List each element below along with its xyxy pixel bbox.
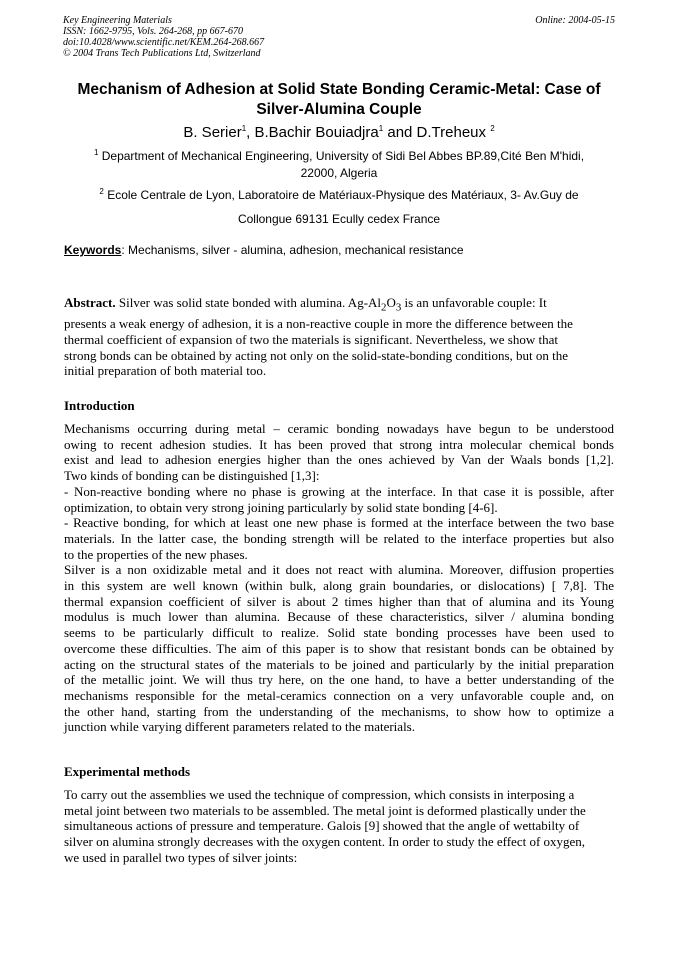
doi-line: doi:10.4028/www.scientific.net/KEM.264-268.667 (63, 37, 265, 48)
section-heading-experimental-methods: Experimental methods (64, 764, 191, 779)
paragraph-line: simultaneous actions of pressure and temperature. Galois [9] showed that the angle of wettabilty of (64, 818, 580, 834)
paragraph-line: Two kinds of bonding can be distinguished [1,3]: (64, 468, 320, 484)
author-2-affiliation-mark: 1 (378, 124, 384, 133)
title-line-2: Silver-Alumina Couple (256, 101, 422, 118)
author-1: B. Serier (183, 124, 242, 141)
author-3: and D.Treheux (383, 124, 491, 141)
author-1-affiliation-mark: 1 (241, 124, 247, 133)
subscript: 3 (395, 301, 402, 314)
affiliation-2-line-2: Collongue 69131 Ecully cedex France (237, 212, 441, 226)
affiliation-2-line-1: Ecole Centrale de Lyon, Laboratoire de Matériaux-Physique des Matériaux, 3- Av.Guy de (103, 188, 579, 202)
keywords-label: Keywords (64, 243, 122, 257)
paragraph-line: Mechanisms occurring during metal – ceramic bonding nowadays have begun to be understood (64, 421, 614, 436)
subscript: 2 (381, 301, 387, 314)
affiliation-1-mark: 1 (93, 148, 99, 157)
paragraph-line: to the properties of the new phases. (64, 546, 248, 562)
affiliation-2-mark: 2 (99, 187, 104, 196)
paragraph-line: acting on the structural states of the materials to be joined and particularly by the initial preparation (64, 656, 614, 672)
paragraph-line: mechanisms responsible for the metal-ceramics connection on a very unfavorable couple and, on (64, 687, 614, 703)
abstract-text: O (386, 295, 396, 310)
paragraph-line: - Reactive bonding, for which at least one new phase is formed at the interface between the two base (64, 515, 614, 531)
journal-name: Key Engineering Materials (63, 15, 172, 26)
paragraph-line: of the metallic joint. We will thus try here, on the one hand, to have a better understanding of the (64, 672, 614, 688)
author-2: , B.Bachir Bouiadjra (246, 124, 379, 141)
paragraph-line: seems to be particularly difficult to realize. Solid state bonding processes have been used to (64, 625, 614, 641)
paragraph-line: owing to recent adhesion studies. It has been proved that strong intra molecular chemical bonds (64, 436, 614, 452)
abstract-line (64, 295, 614, 316)
abstract (64, 295, 614, 379)
paragraph-line: the other hand, starting from the understanding of the mechanisms, to show how to optimize a (64, 703, 614, 719)
paragraph-line: optimization, to obtain very strong joining particularly by solid state bonding [4-6]. (64, 499, 498, 515)
paragraph-line: thermal expansion coefficient of silver is about 2 times higher than that of alumina and its Young (64, 593, 614, 609)
abstract-label: Abstract. (64, 295, 116, 310)
paragraph-line: modulus is much lower than alumina. Because of these characteristics, silver / alumina bonding (64, 609, 614, 625)
abstract-text: is an unfavorable couple: It (401, 295, 547, 310)
paragraph-line: overcome these difficulties. The aim of this paper is to show that resistant bonds can be obtained by (64, 640, 614, 656)
paper-title (50, 80, 628, 120)
online-date: Online: 2004-05-15 (535, 15, 615, 26)
author-3-affiliation-mark: 2 (490, 124, 495, 133)
author-list (50, 123, 628, 143)
abstract-line: strong bonds can be obtained by acting not only on the solid-state-bonding conditions, but on the (64, 347, 569, 363)
paragraph-line: materials. In the latter case, the bonding strength will be related to the interface properties but also (64, 530, 614, 546)
issn-line: ISSN: 1662-9795, Vols. 264-268, pp 667-670 (63, 26, 243, 37)
paragraph-line: in this system are well known (within bulk, along grain boundaries, or dislocations) [ 7,8]. The (64, 578, 614, 594)
section-heading-introduction: Introduction (64, 398, 135, 413)
paragraph-line: junction while varying different parameters related to the materials. (64, 719, 415, 735)
abstract-line: thermal coefficient of expansion of two the materials is significant. Nevertheless, we show that (64, 332, 558, 347)
keywords-text: Mechanisms, silver - alumina, adhesion, mechanical resistance (124, 243, 464, 257)
paragraph-line: silver on alumina strongly decreases with the oxygen content. In order to study the effect of oxygen, (64, 834, 586, 850)
paragraph-line: To carry out the assemblies we used the technique of compression, which consists in interposing a (64, 787, 575, 802)
title-line-1: Mechanism of Adhesion at Solid State Bonding Ceramic-Metal: Case of (77, 81, 601, 98)
abstract-text: Silver was solid state bonded with alumina. Ag-Al (115, 295, 382, 310)
keywords-colon: : (121, 243, 125, 257)
affiliation-2 (70, 183, 608, 231)
introduction-body (64, 421, 614, 735)
affiliation-1-line-2: 22000, Algeria (300, 166, 378, 180)
paragraph-line: we used in parallel two types of silver joints: (64, 849, 298, 865)
abstract-line: initial preparation of both material too. (64, 363, 267, 379)
paragraph-line: metal joint between two materials to be assembled. The metal joint is deformed plastically under the (64, 802, 586, 818)
abstract-line: presents a weak energy of adhesion, it is a non-reactive couple in more the difference between the (64, 316, 573, 332)
keywords (64, 242, 614, 258)
copyright-line: © 2004 Trans Tech Publications Ltd, Switzerland (63, 48, 261, 59)
paragraph-line: - Non-reactive bonding where no phase is growing at the interface. In that case it is possible, after (64, 483, 614, 499)
affiliation-1-line-1: Department of Mechanical Engineering, University of Sidi Bel Abbes BP.89,Cité Ben M'hidi, (98, 149, 585, 163)
affiliation-1 (70, 148, 608, 182)
paragraph-line: exist and lead to adhesion energies higher than the ones achieved by Van der Waals bonds [1,2]. (64, 452, 614, 468)
journal-header (63, 15, 615, 59)
experimental-body (64, 787, 614, 866)
paragraph-line: Silver is a non oxidizable metal and it does not react with alumina. Moreover, diffusion properties (64, 562, 614, 578)
